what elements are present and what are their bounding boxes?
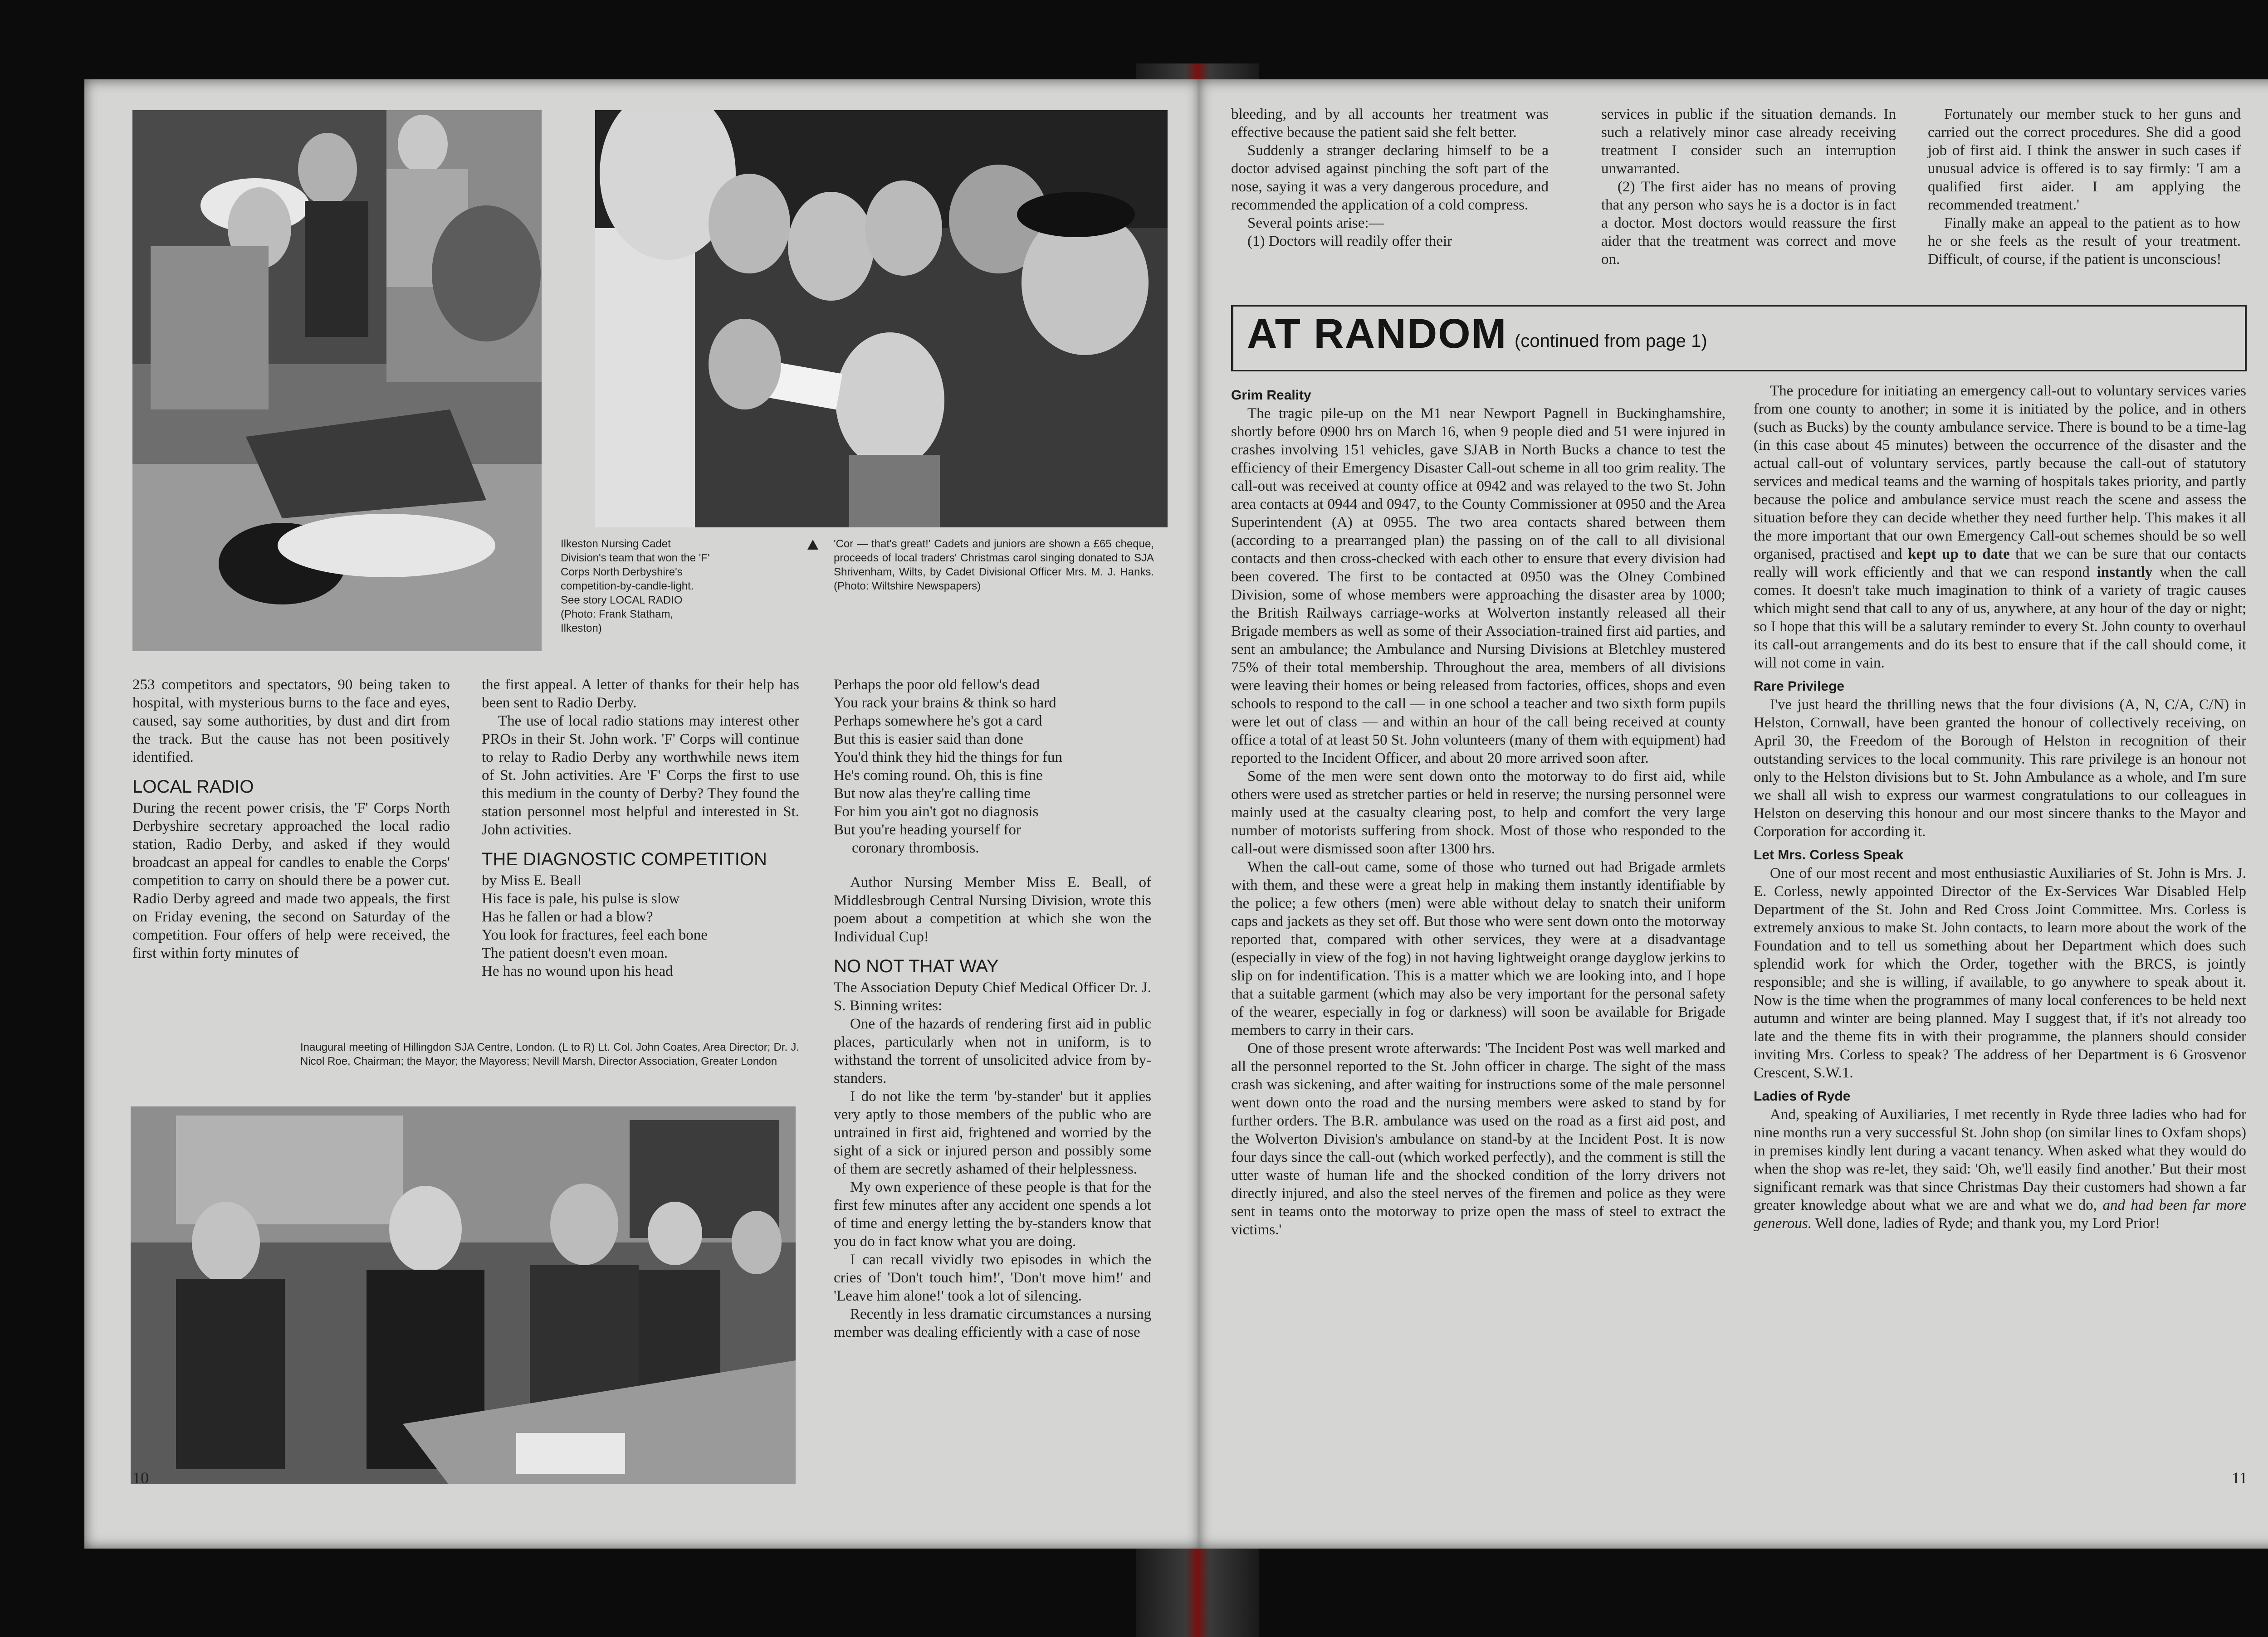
procedure-text: The procedure for initiating an emergency call-out to voluntary services varies from one county to another; in some it is initiated by the police, and in others (such as Bucks) by the county ambulance service. There is bound to be a time-lag (in this case about 45 minutes) between the occurrence of the disaster and the actual call-out of voluntary services, partly because the call-out of statutory services and medical teams and the warning of hospitals takes priority, and partly because the police and ambulance service must reach the scene and assess the situation before they can decide whether they need further help. This makes it all the more important that our own Emergency Call-out schemes should be so well organised, practised and bbox=[1754, 383, 2246, 562]
right-top-column-3 bbox=[1928, 105, 2241, 268]
poem-line: You rack your brains & think so hard bbox=[834, 695, 1056, 711]
ntw-paragraph: (1) Doctors will readily offer their bbox=[1247, 233, 1452, 249]
procedure-text: that we can be sure that our contacts really will work efficiently and that we can respond bbox=[1754, 546, 2246, 580]
at-random-subtitle: (continued from page 1) bbox=[1515, 331, 1707, 351]
page-number-left: 10 bbox=[132, 1469, 149, 1487]
intro-paragraph: 253 competitors and spectators, 90 being taken to hospital, with mysterious burns to the face and eyes, caused, say some authorities, by dust and dirt from the track. But the cause has not been positively identified. bbox=[132, 677, 450, 765]
poem-line: But now alas they're calling time bbox=[834, 785, 1031, 802]
left-column-3 bbox=[834, 676, 1151, 1341]
right-column-1 bbox=[1231, 381, 1725, 1239]
ntw-paragraph: Fortunately our member stuck to her guns and carried out the correct procedures. She did a good job of first aid. I think the answer in such cases if unusual advice is offered is to say firmly: 'I am a qualified first aider. I am applying the recommended treatment.' bbox=[1928, 106, 2241, 213]
at-random-banner bbox=[1231, 305, 2247, 371]
corless-heading: Let Mrs. Corless Speak bbox=[1754, 848, 1904, 862]
ntw-intro: The Association Deputy Chief Medical Officer Dr. J. S. Binning writes: bbox=[834, 979, 1151, 1014]
ntw-paragraph: Suddenly a stranger declaring himself to be a doctor advised against pinching the soft part of the nose, saying it was a very dangerous procedure, and recommended the application of a cold compress. bbox=[1231, 142, 1549, 213]
poem-author-note: Author Nursing Member Miss E. Beall, of Middlesbrough Central Nursing Division, wrote this poem about a competition at which she won the Individual Cup! bbox=[834, 874, 1151, 945]
poem-line: His face is pale, his pulse is slow bbox=[482, 891, 680, 907]
photo-hillingdon-meeting bbox=[131, 1106, 796, 1484]
poem-line: coronary thrombosis. bbox=[852, 840, 979, 856]
photo-cheque-cadets bbox=[595, 110, 1168, 527]
poem-line: But you're heading yourself for bbox=[834, 822, 1021, 838]
ntw-paragraph: Recently in less dramatic circumstances a nursing member was dealing efficiently with a case of nose bbox=[834, 1306, 1151, 1340]
procedure-paragraph bbox=[1754, 382, 2246, 672]
ntw-paragraph: Several points arise:— bbox=[1247, 215, 1384, 231]
poem-line: Perhaps somewhere he's got a card bbox=[834, 713, 1042, 729]
ntw-paragraph: Finally make an appeal to the patient as to how he or she feels as the result of your treatment. Difficult, of course, if the patient is unconscious! bbox=[1928, 215, 2241, 268]
ntw-continued-text: bleeding, and by all accounts her treatment was effective because the patient said she felt better. bbox=[1231, 106, 1549, 141]
procedure-text: when the call comes. It doesn't take much imagination to think of a variety of tragic causes which might send that call to any of us, anywhere, at any hour of the day or night; so I hope that this will be a salutary reminder to every St. John county to overhaul its call-out arrangements and do its best to ensure that if the call should come, it will not come in vain. bbox=[1754, 564, 2247, 671]
left-column-1 bbox=[132, 676, 450, 962]
ntw-paragraph: (2) The first aider has no means of proving that any person who says he is a doctor is in fact a doctor. Most doctors would reassure the first aider that the treatment was correct and move on. bbox=[1601, 179, 1896, 268]
poem-line: He's coming round. Oh, this is fine bbox=[834, 767, 1043, 784]
diagnostic-heading: THE DIAGNOSTIC COMPETITION bbox=[482, 849, 767, 869]
poem-line: You'd think they hid the things for fun bbox=[834, 749, 1063, 765]
photo-ilkeston-cadets bbox=[132, 110, 542, 651]
grim-reality-heading: Grim Reality bbox=[1231, 388, 1311, 403]
radio-continued-text: the first appeal. A letter of thanks for their help has been sent to Radio Derby. bbox=[482, 677, 799, 711]
grim-paragraph: Some of the men were sent down onto the motorway to do first aid, while others were used as stretcher parties or held in reserve; the nursing personnel were mainly used at the casualty clearing post, to help and comfort the very large number of motorists suffering from shock. Most of those who responded to the call-out were dismissed soon after 1300 hrs. bbox=[1231, 768, 1725, 857]
caption-pointer-arrow bbox=[807, 540, 818, 550]
right-top-column-1 bbox=[1231, 105, 1549, 250]
grim-paragraph: The tragic pile-up on the M1 near Newport Pagnell in Buckinghamshire, shortly before 0900 hrs on March 16, when 9 people died and 51 were injured in crashes involving 151 vehicles, gave SJAB in North Bucks a chance to test the efficiency of their Emergency Disaster Call-out scheme in all too grim reality. The call-out was received at county office at 0942 and was relayed to the two St. John area contacts at 0944 and 0947, to the County Commissioner at 0950 and the Area Superintendent (A) at 0955. The two area contacts shared between them (according to a prearranged plan) the passing on of the call to all divisional contacts and then cross-checked with each other to ensure that every division had been covered. The first to be contacted at 0950 was the Olney Combined Division, some of whose members were approaching the disaster area by 1000; the British Railways carriage-works at Wolverton instantly released all their Brigade members as well as some of their Association-trained first aid parties, and sent an ambulance; the Ambulance and Nursing Divisions at Bletchley mustered 75% of their total membership. Throughout the area, members of all divisions were leaving their homes or being released from factories, offices, shops and even schools to respond to the call — in one school a teacher and two sixth form pupils were let out of class — and within an hour of the call being received at county office a total of at least 50 St. John volunteers (many of them with equipment) had reported to the Incident Officer, and about 20 more arrived soon after. bbox=[1231, 405, 1725, 766]
grim-paragraph: When the call-out came, some of those who turned out had Brigade armlets with them, and these were a great help in making them instantly identifiable by the police; a few others (men) were able without delay to snatch their uniform caps and jackets as they set off. But those who were sent down onto the motorway reported that, compared with other services, they were at a disadvantage (especially in view of the fog) in not having lightweight orange dayglow jerkins to slip on for indentification. This is a matter which we are looking into, and I hope that a suitable garment (which may also be very important for the personal safety of the wearer, especially in fog or darkness) will soon be available for Brigade members to carry in their cars. bbox=[1231, 859, 1725, 1038]
caption-ilkeston: Ilkeston Nursing Cadet Division's team that won the 'F' Corps North Derbyshire's competition-by-candle-light. See story LOCAL RADIO (Photo: Frank Statham, Ilkeston) bbox=[561, 538, 710, 634]
ntw-paragraph: services in public if the situation demands. In such a relatively minor case already receiving treatment I consider such an interruption unwarranted. bbox=[1601, 106, 1896, 177]
ryde-italic: and had been far more generous. bbox=[1754, 1197, 2246, 1232]
local-radio-heading: LOCAL RADIO bbox=[132, 777, 254, 797]
grim-paragraph: One of those present wrote afterwards: 'The Incident Post was well marked and all the personnel reported to the St. John officer in charge. The sight of the mass crash was sickening, and after waiting for instructions some of the male personnel went down onto the road and the nursing members were asked to stand by for further orders. The B.R. ambulance was used on the road as a first aid post, and the Wolverton Division's ambulance on stand-by at the Incident Post. It is now four days since the call-out (which worked perfectly), and the comment is still the utter waste of human life and the shocked condition of the lorry drivers not directly injured, and also the steel nerves of the firemen and police as they were sent in teams onto the motorway to prize open the mass of steel to extract the victims.' bbox=[1231, 1040, 1725, 1238]
poem-line: Perhaps the poor old fellow's dead bbox=[834, 677, 1040, 693]
local-radio-text: During the recent power crisis, the 'F' Corps North Derbyshire secretary approached the local radio station, Radio Derby, and asked if they would broadcast an appeal for candles to enable the Corps' competition to carry on should there be a power cut. Radio Derby agreed and made two appeals, the first on Friday evening, the second on Saturday of the competition. Four offers of help were received, the first within forty minutes of bbox=[132, 800, 450, 961]
at-random-title: AT RANDOM bbox=[1247, 311, 1507, 357]
left-column-2 bbox=[482, 676, 799, 980]
corless-text: One of our most recent and most enthusiastic Auxiliaries of St. John is Mrs. J. E. Corless, newly appointed Director of the Ex-Services War Disabled Help Department of the St. John and Red Cross Joint Committee. Mrs. Corless is extremely anxious to make St. John contacts, to learn more about the work of the Foundation and to tell us something about her Department which does such splendid work for which the Order, together with the BRCS, is jointly responsible; and she is willing, if available, to go anywhere to speak about it. Now is the time when the programmes of many local conferences to be held next autumn and winter are being planned. May I suggest that, if it's not already too late and the theme fits in with their programme, the planners should consider inviting Mrs. Corless to speak? The address of her Department is 6 Grosvenor Crescent, S.W.1. bbox=[1754, 865, 2246, 1081]
poem-line: The patient doesn't even moan. bbox=[482, 945, 668, 961]
rare-privilege-heading: Rare Privilege bbox=[1754, 679, 1845, 694]
ryde-text: And, speaking of Auxiliaries, I met recently in Ryde three ladies who had for nine months run a very successful St. John shop (on similar lines to Oxfam shops) in premises kindly lent during a vacant tenancy. When asked what they would do when the shop was re-let, they said: 'Oh, we'll easily find another.' But their most significant remark was that since Christmas Day their customers had shown a far greater knowledge about what we are and what we do, bbox=[1754, 1106, 2246, 1213]
ryde-heading: Ladies of Ryde bbox=[1754, 1089, 1851, 1104]
poem-line: For him you ain't got no diagnosis bbox=[834, 804, 1039, 820]
procedure-emphasis: kept up to date bbox=[1908, 546, 2010, 562]
radio-stations-text: The use of local radio stations may interest other PROs in their St. John work. 'F' Corps will continue to relay to Radio Derby any worthwhile news item of St. John activities. Are 'F' Corps the first to use this medium in the county of Derby? They found the station personnel most helpful and interested in St. John activities. bbox=[482, 713, 799, 838]
caption-inaugural: Inaugural meeting of Hillingdon SJA Centre, London. (L to R) Lt. Col. John Coates, Area Director; Dr. J. Nicol Roe, Chairman; the Mayor; the Mayoress; Nevill Marsh, Director Association, Greater London bbox=[300, 1041, 799, 1067]
rare-privilege-text: I've just heard the thrilling news that the four divisions (A, N, C/A, C/N) in Helston, Cornwall, have been granted the honour of collectively receiving, on April 30, the Freedom of the Borough of Helston in recognition of their outstanding services to the local community. This rare privilege is an honour not only to the Helston divisions but to St. John Ambulance as a whole, and I'm sure we shall all wish to express our warmest congratulations to our colleagues in Helston on deserving this honour and our most sincere thanks to the Mayor and Corporation for according it. bbox=[1754, 697, 2246, 840]
page-number-right: 11 bbox=[2232, 1469, 2248, 1487]
ntw-paragraph: I can recall vividly two episodes in which the cries of 'Don't touch him!', 'Don't move him!' and 'Leave him alone!' took a lot of silencing. bbox=[834, 1252, 1151, 1304]
poem-line: He has no wound upon his head bbox=[482, 963, 673, 979]
not-that-way-heading: NO NOT THAT WAY bbox=[834, 956, 999, 976]
ryde-text: Well done, ladies of Ryde; and thank you, my Lord Prior! bbox=[1815, 1215, 2160, 1232]
ryde-paragraph bbox=[1754, 1106, 2246, 1233]
ntw-paragraph: My own experience of these people is that for the first few minutes after any accident one spends a lot of time and energy letting the by-standers know that you do in fact know what you are doing. bbox=[834, 1179, 1151, 1250]
poem-byline: by Miss E. Beall bbox=[482, 872, 582, 889]
ntw-paragraph: I do not like the term 'by-stander' but it applies very aptly to those members of the public who are untrained in first aid, frightened and worried by the sight of a sick or injured person and possibly some of them are secretly ashamed of their helplessness. bbox=[834, 1088, 1151, 1177]
poem-line: You look for fractures, feel each bone bbox=[482, 927, 708, 943]
caption-cheque: 'Cor — that's great!' Cadets and juniors are shown a £65 cheque, proceeds of local traders' Christmas carol singing donated to SJA Shrivenham, Wilts, by Cadet Divisional Officer Mrs. M. J. Hanks. (Photo: Wiltshire Newspapers) bbox=[834, 538, 1154, 592]
poem-line: Has he fallen or had a blow? bbox=[482, 909, 653, 925]
right-top-column-2 bbox=[1601, 105, 1896, 268]
ntw-paragraph: One of the hazards of rendering first aid in public places, particularly when not in uniform, is to withstand the torrent of unsolicited advice from by-standers. bbox=[834, 1016, 1151, 1086]
poem-line: But this is easier said than done bbox=[834, 731, 1023, 747]
right-column-2 bbox=[1754, 382, 2246, 1233]
procedure-emphasis: instantly bbox=[2097, 564, 2153, 580]
